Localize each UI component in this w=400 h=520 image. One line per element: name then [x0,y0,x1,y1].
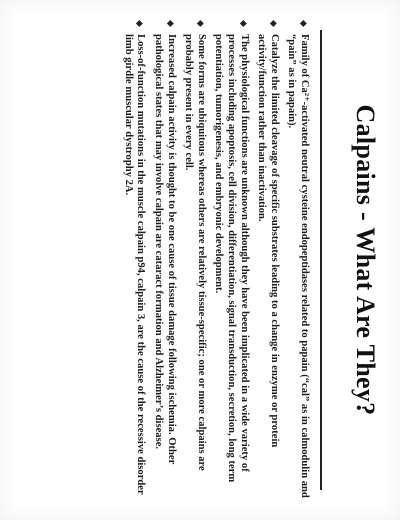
title-divider [320,30,322,490]
slide-title: Calpains - What Are They? [351,104,380,416]
diamond-bullet-icon: ◆ [238,20,249,27]
bullet-text: Loss-of-function mutations in the muscle calpain p94, calpain 3, are the cause of the recessive disorder limb girdle muscular dystrophy 2A. [122,34,147,495]
bullet-item [151,20,176,500]
bullet-text: Increased calpain activity is thought to be one cause of tissue damage following ischemia. Other pathological states that may involve calpain are cataract formation and Alzheimer’s disease. [153,34,177,465]
diamond-bullet-icon: ◆ [165,20,176,27]
diamond-bullet-icon: ◆ [195,20,206,27]
diamond-bullet-icon: ◆ [268,20,279,27]
bullet-item [212,20,250,500]
bullet-text: Some forms are ubiquitous whereas others are relatively tissue-specific; one or more calpains are probably present in every cell. [183,34,207,471]
diamond-bullet-icon: ◆ [135,20,146,27]
diamond-bullet-icon: ◆ [299,20,309,27]
bullet-item [255,20,280,500]
bullet-item [182,20,207,500]
bullet-list [116,20,310,500]
bullet-text: The physiological functions are unknown although they have been implicated in a wide variety of processes including apoptosis, cell division, differentiation, signal transduction, secretion, long term potentiation, tumorigenesis, and embryonic development. [213,34,250,483]
bullet-item [121,20,146,500]
bullet-text: Catalyze the limited cleavage of specific substrates leading to a change in enzyme or protein activity/function rather than inactivation. [256,34,280,448]
bullet-text: Family of Ca²⁺-activated neutral cysteine endopeptidases related to papain (“cal” as in calmodulin and “pain” as in papain). [286,34,310,498]
bullet-item [285,20,310,500]
